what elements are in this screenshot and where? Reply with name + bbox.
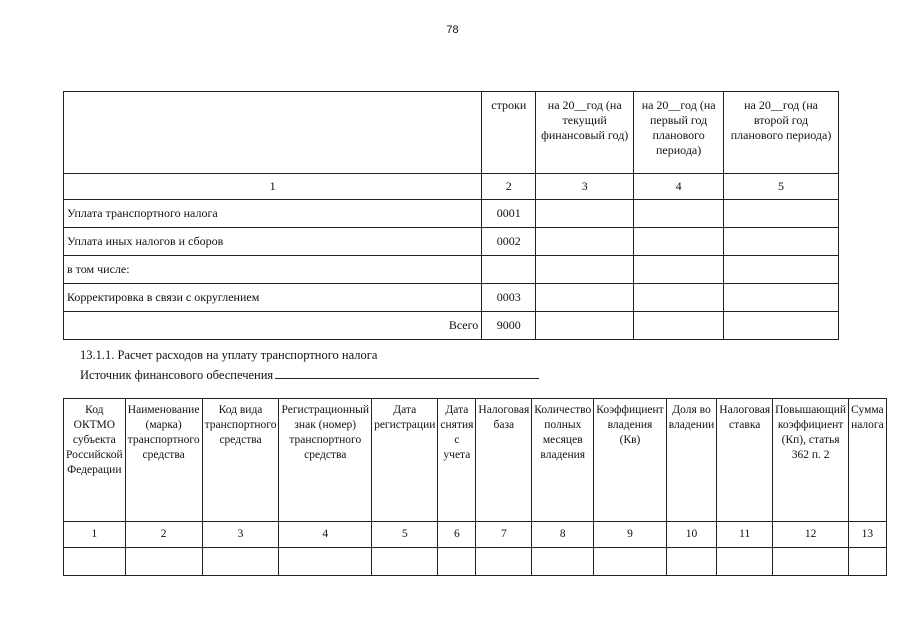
column-number: 4 [279, 522, 372, 548]
value-cell [724, 228, 839, 256]
table2-header-cell: Регистрационный знак (номер) транспортного средства [279, 399, 372, 522]
row-name: Уплата транспортного налога [64, 200, 482, 228]
value-cell [724, 200, 839, 228]
table-row [64, 548, 887, 576]
empty-cell [279, 548, 372, 576]
empty-cell [476, 548, 532, 576]
funding-source-label: Источник финансового обеспечения [80, 368, 274, 382]
table-row [64, 256, 839, 284]
value-cell [536, 312, 634, 340]
funding-source-line [80, 366, 539, 383]
table2-header-cell: Налоговая база [476, 399, 532, 522]
value-cell [724, 284, 839, 312]
table1-header-row [64, 92, 839, 174]
table2-header-cell: Повышающий коэффициент (Кп), статья 362 п. 2 [773, 399, 849, 522]
column-number: 7 [476, 522, 532, 548]
row-code [482, 256, 536, 284]
column-number: 2 [125, 522, 202, 548]
table1-column-number-row [64, 174, 839, 200]
column-number: 3 [536, 174, 634, 200]
table2-header-cell: Коэффициент владения (Кв) [594, 399, 666, 522]
row-name: в том числе: [64, 256, 482, 284]
table-row [64, 228, 839, 256]
empty-cell [202, 548, 279, 576]
empty-cell [532, 548, 594, 576]
total-code: 9000 [482, 312, 536, 340]
value-cell [634, 312, 724, 340]
table2-header-cell: Дата регистрации [372, 399, 438, 522]
table1-header-cell: строки [482, 92, 536, 174]
table2-header-cell: Налоговая ставка [717, 399, 773, 522]
table2-header-row [64, 399, 887, 522]
table-row [64, 284, 839, 312]
total-label: Всего [64, 312, 482, 340]
value-cell [634, 284, 724, 312]
column-number: 13 [849, 522, 887, 548]
empty-cell [125, 548, 202, 576]
column-number: 2 [482, 174, 536, 200]
table1-header-cell: на 20__год (на текущий финансовый год) [536, 92, 634, 174]
row-code: 0003 [482, 284, 536, 312]
empty-cell [773, 548, 849, 576]
section-title: 13.1.1. Расчет расходов на уплату транспортного налога [80, 348, 378, 362]
table2-header-cell: Доля во владении [666, 399, 717, 522]
value-cell [634, 200, 724, 228]
column-number: 11 [717, 522, 773, 548]
page-number: 78 [446, 24, 459, 36]
value-cell [536, 200, 634, 228]
table1-header-cell: на 20__год (на второй год планового периода) [724, 92, 839, 174]
funding-source-blank [275, 366, 539, 379]
table1-header-cell [64, 92, 482, 174]
column-number: 12 [773, 522, 849, 548]
value-cell [724, 256, 839, 284]
empty-cell [438, 548, 476, 576]
column-number: 5 [724, 174, 839, 200]
column-number: 5 [372, 522, 438, 548]
column-number: 8 [532, 522, 594, 548]
column-number: 3 [202, 522, 279, 548]
total-row [64, 312, 839, 340]
empty-cell [717, 548, 773, 576]
row-code: 0002 [482, 228, 536, 256]
table-row [64, 200, 839, 228]
column-number: 1 [64, 522, 126, 548]
table2-header-cell: Количество полных месяцев владения [532, 399, 594, 522]
expenses-summary-table [63, 91, 839, 340]
empty-cell [594, 548, 666, 576]
table1-header-cell: на 20__год (на первый год планового периода) [634, 92, 724, 174]
table2-column-number-row [64, 522, 887, 548]
row-name: Корректировка в связи с округлением [64, 284, 482, 312]
table2-header-cell: Дата снятия с учета [438, 399, 476, 522]
table2-header-cell: Код ОКТМО субъекта Российской Федерации [64, 399, 126, 522]
empty-cell [372, 548, 438, 576]
table2-header-cell: Сумма налога [849, 399, 887, 522]
row-name: Уплата иных налогов и сборов [64, 228, 482, 256]
empty-cell [666, 548, 717, 576]
empty-cell [64, 548, 126, 576]
table2-header-cell: Код вида транспортного средства [202, 399, 279, 522]
column-number: 4 [634, 174, 724, 200]
value-cell [724, 312, 839, 340]
value-cell [536, 256, 634, 284]
row-code: 0001 [482, 200, 536, 228]
empty-cell [849, 548, 887, 576]
transport-tax-table [63, 398, 887, 576]
column-number: 6 [438, 522, 476, 548]
value-cell [536, 284, 634, 312]
value-cell [536, 228, 634, 256]
column-number: 1 [64, 174, 482, 200]
column-number: 10 [666, 522, 717, 548]
column-number: 9 [594, 522, 666, 548]
value-cell [634, 256, 724, 284]
value-cell [634, 228, 724, 256]
table2-header-cell: Наименование (марка) транспортного средства [125, 399, 202, 522]
